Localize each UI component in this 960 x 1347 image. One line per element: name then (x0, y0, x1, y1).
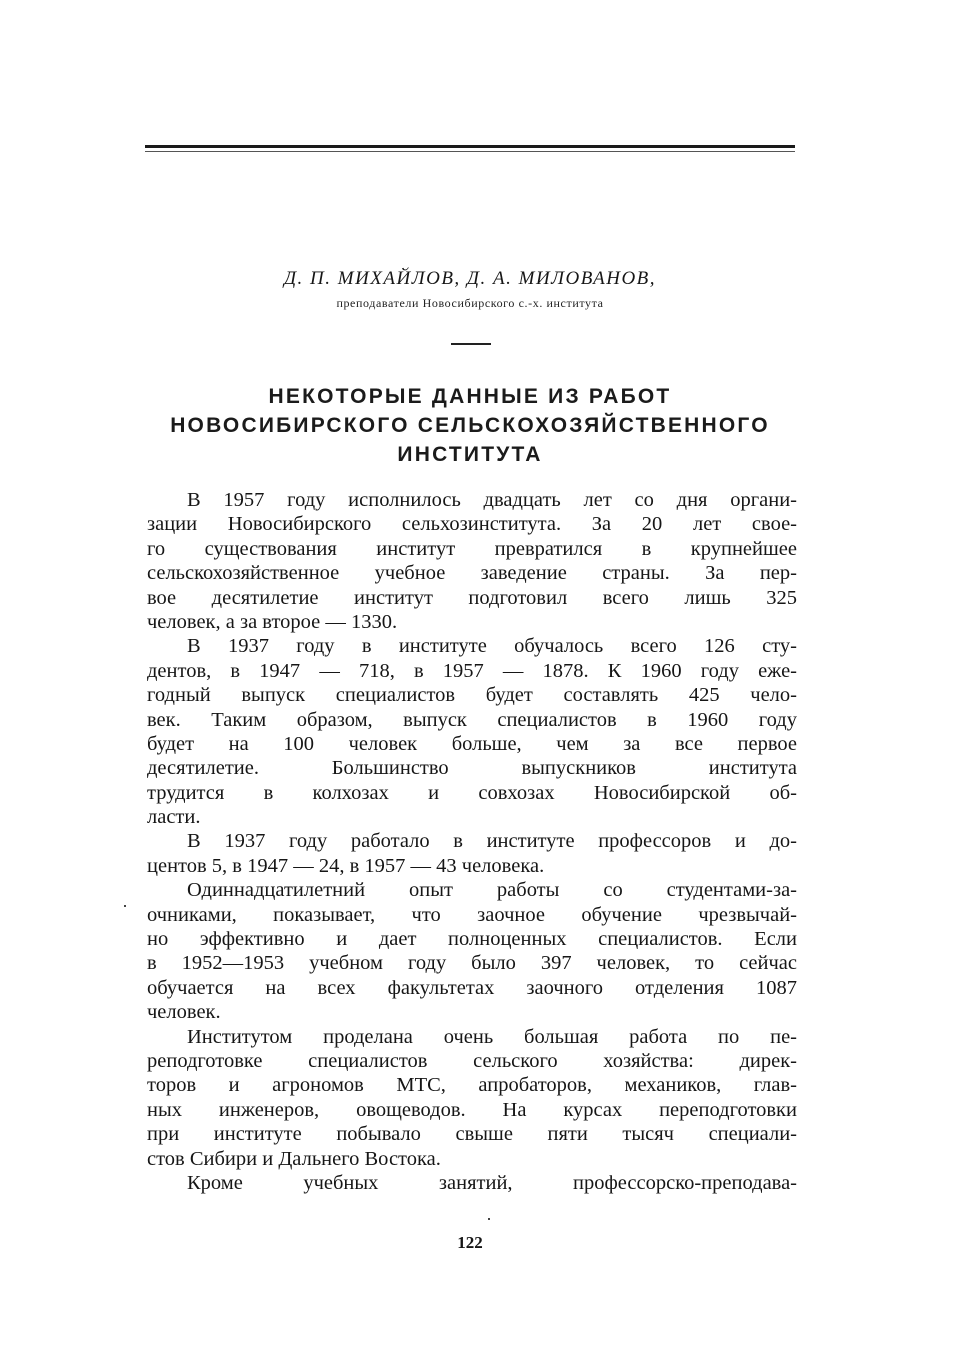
body-line: го существования институт превратился в крупнейшее (147, 537, 797, 560)
body-line: трудится в колхозах и совхозах Новосибирской об- (147, 781, 797, 804)
body-line: но эффективно и дает полноценных специалистов. Если (147, 928, 797, 951)
body-line: В 1937 году работало в институте профессоров и до- (187, 830, 797, 853)
article-body (147, 488, 797, 1195)
scan-speck (488, 1218, 490, 1220)
body-line: век. Таким образом, выпуск специалистов в 1960 году (147, 708, 797, 731)
body-line: сельскохозяйственное учебное заведение страны. За пер- (147, 562, 797, 585)
body-line: человек, а за второе — 1330. (147, 610, 398, 633)
body-line: Одиннадцатилетний опыт работы со студентами-за- (187, 879, 797, 902)
body-line: в 1952—1953 учебном году было 397 человек, то сейчас (147, 952, 797, 975)
body-line: человек. (147, 1001, 221, 1024)
body-line: Кроме учебных занятий, профессорско-преподава- (187, 1171, 797, 1194)
author-affiliation: преподаватели Новосибирского с.-х. института (336, 296, 604, 310)
body-line: реподготовке специалистов сельского хозяйства: дирек- (147, 1049, 797, 1072)
body-line: десятилетие. Большинство выпускников института (147, 757, 797, 780)
body-line: зации Новосибирского сельхозинститута. За 20 лет свое- (147, 513, 797, 536)
body-line: годный выпуск специалистов будет составлять 425 чело- (147, 684, 797, 707)
title-line: ИНСТИТУТА (397, 443, 543, 466)
header-rule-thin (145, 151, 795, 152)
article-title (0, 382, 940, 469)
body-line: вое десятилетие институт подготовил всего лишь 325 (147, 586, 797, 609)
body-line: В 1937 году в институте обучалось всего 126 сту- (187, 635, 797, 658)
header-rule (145, 145, 795, 148)
body-line: будет на 100 человек больше, чем за все первое (147, 732, 797, 755)
body-line: В 1957 году исполнилось двадцать лет со дня органи- (187, 489, 797, 511)
body-line: дентов, в 1947 — 718, в 1957 — 1878. К 1960 году еже- (147, 659, 797, 682)
body-line: Институтом проделана очень большая работа по пе- (187, 1025, 797, 1048)
authors: Д. П. МИХАЙЛОВ, Д. А. МИЛОВАНОВ, (283, 268, 657, 289)
title-separator (451, 343, 491, 345)
body-line: обучается на всех факультетах заочного отделения 1087 (147, 976, 797, 999)
body-line: ласти. (147, 806, 201, 829)
body-line: ных инженеров, овощеводов. На курсах переподготовки (147, 1098, 797, 1121)
title-line: НЕКОТОРЫЕ ДАННЫЕ ИЗ РАБОТ (268, 385, 672, 408)
body-line: при институте побывало свыше пяти тысяч специали- (147, 1123, 797, 1146)
body-line: стов Сибири и Дальнего Востока. (147, 1147, 441, 1170)
scan-speck (124, 905, 126, 907)
title-line: НОВОСИБИРСКОГО СЕЛЬСКОХОЗЯЙСТВЕННОГО (170, 414, 770, 437)
body-line: торов и агрономов МТС, апробаторов, механиков, глав- (147, 1074, 797, 1097)
body-line: очниками, показывает, что заочное обучение чрезвычай- (147, 903, 797, 926)
page-number: 122 (457, 1233, 483, 1252)
body-line: центов 5, в 1947 — 24, в 1957 — 43 человека. (147, 854, 545, 877)
